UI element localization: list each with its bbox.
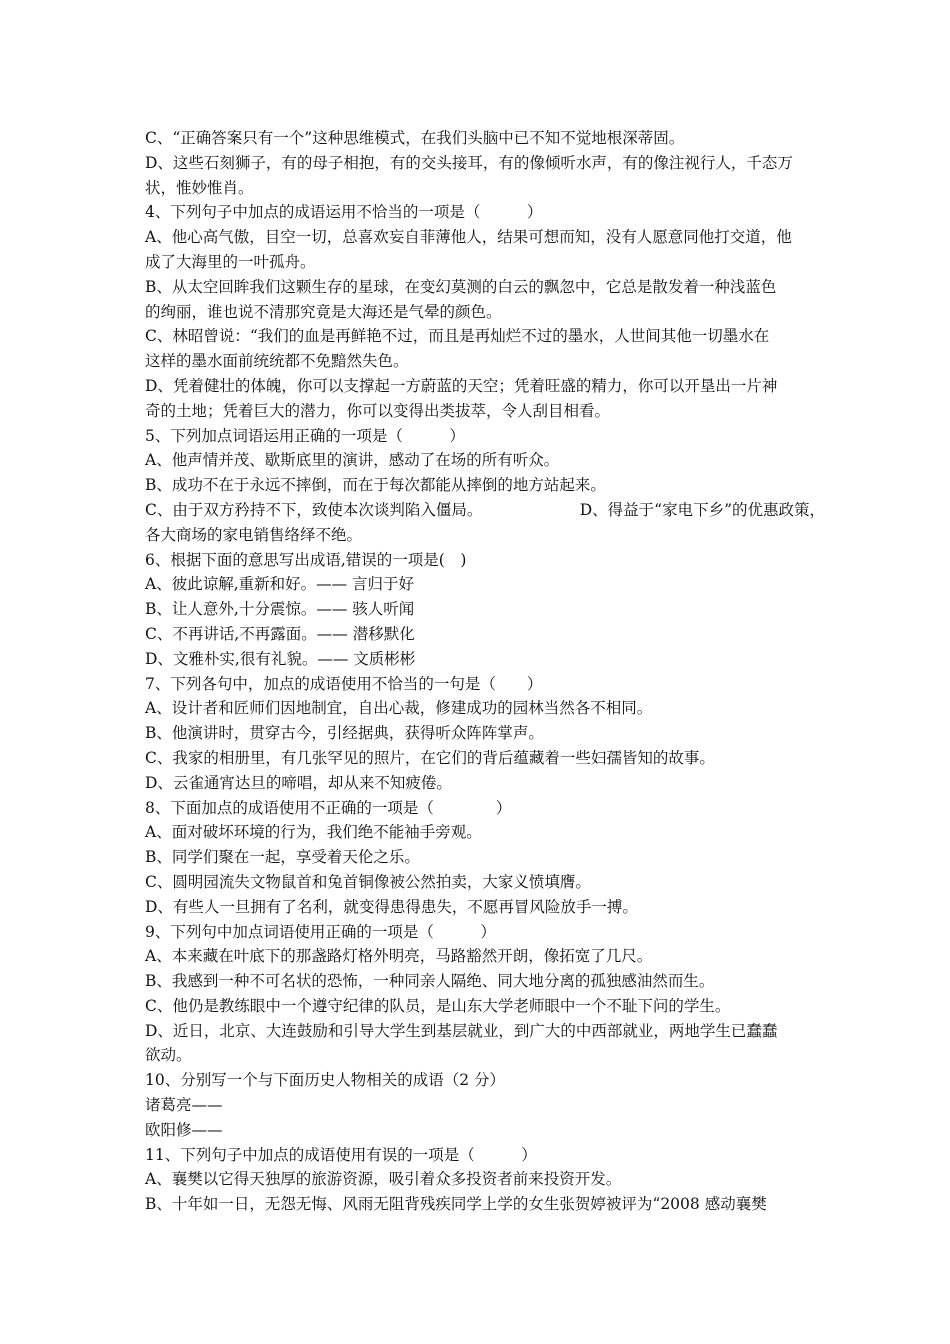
- text-line: C、林昭曾说：“我们的血是再鲜艳不过，而且是再灿烂不过的墨水，人世间其他一切墨水在: [145, 327, 770, 346]
- text-line: B、同学们聚在一起，享受着天伦之乐。: [145, 848, 420, 867]
- text-line: C、不再讲话,不再露面。—— 潜移默化: [145, 624, 415, 643]
- text-line: A、他声情并茂、歇斯底里的演讲，感动了在场的所有听众。: [145, 451, 560, 470]
- text-line: D、近日，北京、大连鼓励和引导大学生到基层就业，到广大的中西部就业，两地学生已蠢蠢: [145, 1021, 778, 1040]
- question-9: 9、下列句中加点词语使用正确的一项是（ ）: [145, 922, 496, 941]
- text-line-split: [145, 498, 825, 523]
- question-5: 5、下列加点词语运用正确的一项是（ ）: [145, 426, 465, 445]
- option-d: D、得益于“家电下乡”的优惠政策，: [579, 500, 825, 519]
- text-line: A、彼此谅解,重新和好。—— 言归于好: [145, 575, 415, 594]
- text-line: A、面对破坏环境的行为，我们绝不能袖手旁观。: [145, 823, 482, 842]
- text-line: B、让人意外,十分震惊。—— 骇人听闻: [145, 600, 415, 619]
- text-line: B、十年如一日，无怨无悔、风雨无阻背残疾同学上学的女生张贺婷被评为“2008 感动襄樊: [145, 1195, 767, 1214]
- option-c: C、由于双方矜持不下，致使本次谈判陷入僵局。: [145, 500, 483, 519]
- question-6: 6、根据下面的意思写出成语,错误的一项是( ): [145, 550, 467, 569]
- text-line: 的绚丽，谁也说不清那究竟是大海还是气晕的颜色。: [145, 302, 502, 321]
- text-line: B、我感到一种不可名状的恐怖，一种同亲人隔绝、同大地分离的孤独感油然而生。: [145, 972, 715, 991]
- question-10: 10、分别写一个与下面历史人物相关的成语（2 分）: [145, 1071, 506, 1090]
- text-line: C、圆明园流失文物鼠首和兔首铜像被公然拍卖，大家义愤填膺。: [145, 872, 591, 891]
- text-line: D、这些石刻狮子，有的母子相抱，有的交头接耳，有的像倾听水声，有的像注视行人，千态万: [145, 153, 793, 172]
- text-line: B、成功不在于永远不摔倒，而在于每次都能从摔倒的地方站起来。: [145, 476, 606, 495]
- question-7: 7、下列各句中，加点的成语使用不恰当的一句是（ ）: [145, 674, 543, 693]
- question-4: 4、下列句子中加点的成语运用不恰当的一项是（ ）: [145, 203, 543, 222]
- question-8: 8、下面加点的成语使用不正确的一项是（ ）: [145, 798, 512, 817]
- text-line: D、有些人一旦拥有了名利，就变得患得患失，不愿再冒风险放手一搏。: [145, 897, 638, 916]
- text-line: D、凭着健壮的体魄，你可以支撑起一方蔚蓝的天空；凭着旺盛的精力，你可以开垦出一片神: [145, 376, 778, 395]
- text-line: A、设计者和匠师们因地制宜，自出心裁，修建成功的园林当然各不相同。: [145, 699, 653, 718]
- text-line: B、从太空回眸我们这颗生存的星球，在变幻莫测的白云的飘忽中，它总是散发着一种浅蓝色: [145, 277, 777, 296]
- text-line: C、他仍是教练眼中一个遵守纪律的队员，是山东大学老师眼中一个不耻下问的学生。: [145, 996, 731, 1015]
- text-line: 各大商场的家电销售络绎不绝。: [145, 525, 363, 544]
- text-line: C、“正确答案只有一个”这种思维模式，在我们头脑中已不知不觉地根深蒂固。: [145, 129, 685, 147]
- text-line: A、襄樊以它得天独厚的旅游资源，吸引着众多投资者前来投资开发。: [145, 1170, 622, 1189]
- text-line: 这样的墨水面前统统都不免黯然失色。: [145, 352, 409, 371]
- text-line: 欲动。: [145, 1046, 192, 1065]
- document-page: [145, 126, 825, 1217]
- text-line: B、他演讲时，贯穿古今，引经据典，获得听众阵阵掌声。: [145, 724, 544, 743]
- text-line: 奇的土地；凭着巨大的潜力，你可以变得出类拔萃，令人刮目相看。: [145, 401, 611, 420]
- text-line: 状，惟妙惟肖。: [145, 178, 254, 197]
- text-line: 成了大海里的一叶孤舟。: [145, 252, 316, 271]
- text-line: C、我家的相册里，有几张罕见的照片，在它们的背后蕴藏着一些妇孺皆知的故事。: [145, 748, 715, 767]
- text-line: A、他心高气傲，目空一切，总喜欢妄自菲薄他人，结果可想而知，没有人愿意同他打交道，他: [145, 228, 792, 247]
- text-line: D、云雀通宵达旦的啼唱，却从来不知疲倦。: [145, 773, 452, 792]
- text-line: 诸葛亮——: [145, 1096, 223, 1115]
- text-line: A、本来藏在叶底下的那盏路灯格外明亮，马路豁然开朗，像拓宽了几尺。: [145, 947, 653, 966]
- text-line: 欧阳修——: [145, 1120, 223, 1139]
- text-line: D、文雅朴实,很有礼貌。—— 文质彬彬: [145, 649, 416, 668]
- question-11: 11、下列句子中加点的成语使用有误的一项是（ ）: [145, 1145, 537, 1164]
